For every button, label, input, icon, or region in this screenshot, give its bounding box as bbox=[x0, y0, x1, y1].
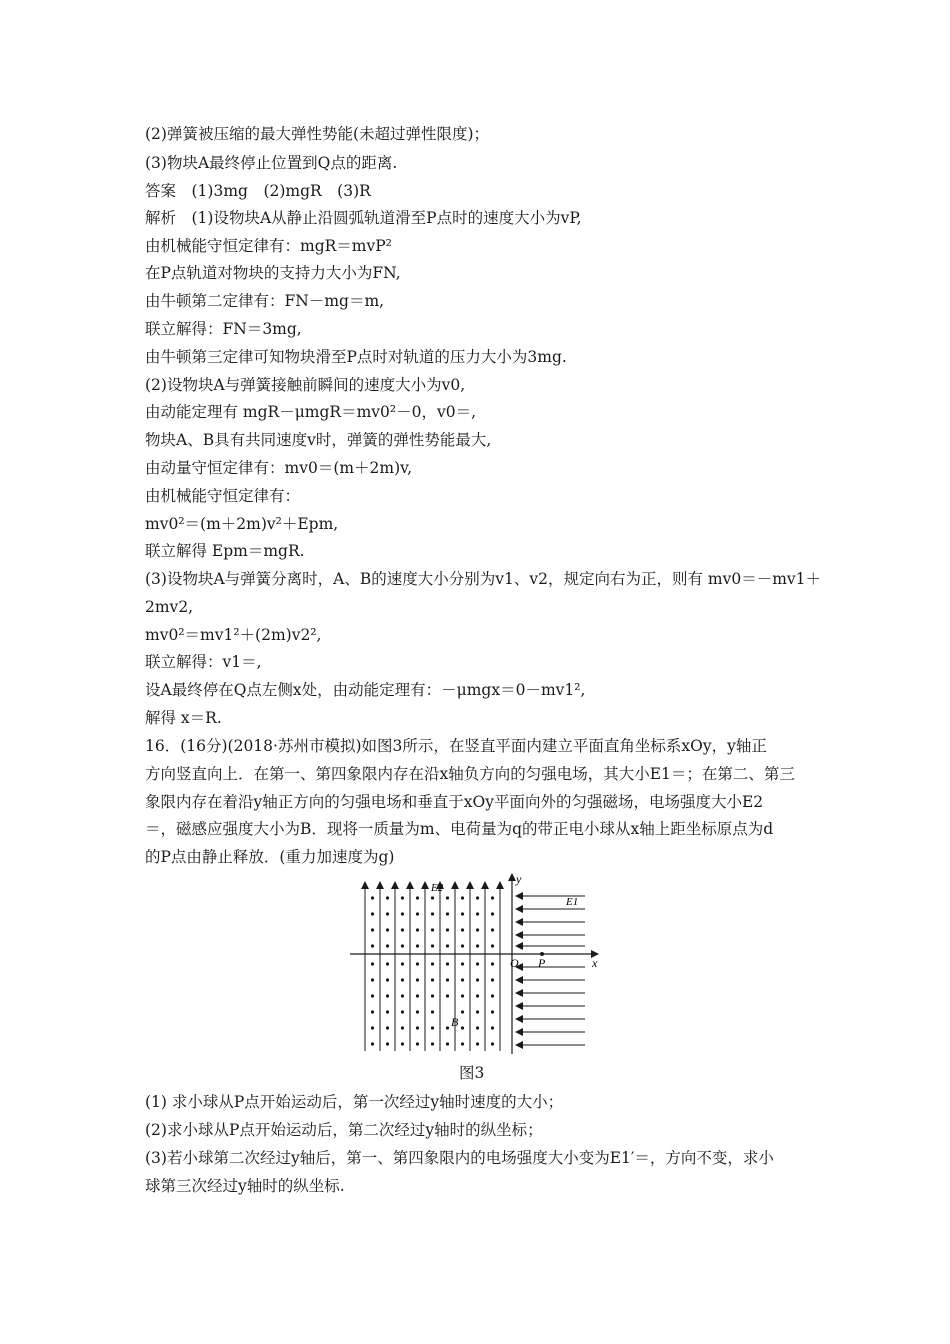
field-dot bbox=[401, 928, 404, 931]
field-dot bbox=[386, 1010, 389, 1013]
text-line: 在P点轨道对物块的支持力大小为FN, bbox=[145, 264, 401, 282]
field-dot bbox=[416, 912, 419, 915]
field-dot bbox=[416, 896, 419, 899]
text-line: 由动量守恒定律有：mv0＝(m＋2m)v, bbox=[145, 459, 413, 477]
text-line: mv0²＝(m＋2m)v²＋Epm, bbox=[145, 515, 339, 533]
field-dot bbox=[476, 962, 479, 965]
field-dot bbox=[476, 928, 479, 931]
field-dot bbox=[446, 1026, 449, 1029]
text-line: 由牛顿第三定律可知物块滑至P点时对轨道的压力大小为3mg. bbox=[145, 348, 567, 366]
field-dot bbox=[446, 944, 449, 947]
field-dot bbox=[386, 1042, 389, 1045]
field-dot bbox=[461, 1042, 464, 1045]
field-dot bbox=[401, 944, 404, 947]
field-dot bbox=[371, 912, 374, 915]
field-dot bbox=[416, 1042, 419, 1045]
field-dot bbox=[386, 944, 389, 947]
text-line: (2)弹簧被压缩的最大弹性势能(未超过弹性限度)； bbox=[145, 125, 490, 143]
question-line: (3)若小球第二次经过y轴后，第一、第四象限内的电场强度大小变为E1′＝，方向不变，求小 bbox=[145, 1149, 774, 1167]
field-dot bbox=[386, 896, 389, 899]
e2-label: E2 bbox=[431, 882, 444, 894]
figure-caption: 图3 bbox=[459, 1064, 485, 1082]
field-dot bbox=[491, 928, 494, 931]
field-dot bbox=[491, 896, 494, 899]
text-line: 2mv2, bbox=[145, 598, 194, 616]
text-line: (3)物块A最终停止位置到Q点的距离. bbox=[145, 154, 398, 172]
field-dot bbox=[431, 928, 434, 931]
field-dot bbox=[446, 896, 449, 899]
text-line: 联立解得 Epm＝mgR. bbox=[145, 542, 305, 560]
text-line: 设A最终停在Q点左侧x处，由动能定理有：－μmgx＝0－mv1², bbox=[145, 681, 586, 699]
field-dot bbox=[476, 1026, 479, 1029]
field-dot bbox=[461, 962, 464, 965]
field-dot bbox=[476, 944, 479, 947]
field-dot bbox=[386, 912, 389, 915]
field-dot bbox=[491, 962, 494, 965]
e1-field-lines bbox=[516, 896, 585, 1045]
field-dot bbox=[371, 1042, 374, 1045]
x-label: x bbox=[592, 956, 598, 970]
field-dot bbox=[461, 928, 464, 931]
text-line: 由机械能守恒定律有： bbox=[145, 487, 301, 505]
field-dot bbox=[461, 912, 464, 915]
problem-line: 象限内存在着沿y轴正方向的匀强电场和垂直于xOy平面向外的匀强磁场，电场强度大小E2 bbox=[145, 793, 764, 811]
e2-field-lines bbox=[365, 882, 500, 1051]
field-dot bbox=[491, 1010, 494, 1013]
text-line: 解析 (1)设物块A从静止沿圆弧轨道滑至P点时的速度大小为vP, bbox=[145, 209, 582, 227]
problem-line: 16．(16分)(2018·苏州市模拟)如图3所示，在竖直平面内建立平面直角坐标系xOy，y轴正 bbox=[145, 737, 767, 755]
field-dot bbox=[476, 978, 479, 981]
field-dot bbox=[461, 978, 464, 981]
field-dot bbox=[431, 994, 434, 997]
text-line: 解得 x＝R. bbox=[145, 709, 222, 727]
text-line: 由动能定理有 mgR－μmgR＝mv0²－0，v0＝, bbox=[145, 403, 477, 421]
field-dot bbox=[491, 978, 494, 981]
text-line: 由牛顿第二定律有：FN－mg＝m, bbox=[145, 292, 385, 310]
field-dot bbox=[401, 912, 404, 915]
question-line: (2)求小球从P点开始运动后，第二次经过y轴时的纵坐标； bbox=[145, 1121, 543, 1139]
text-line: mv0²＝mv1²＋(2m)v2², bbox=[145, 626, 322, 644]
e1-label: E1 bbox=[566, 896, 579, 908]
field-dot bbox=[431, 912, 434, 915]
field-dot bbox=[401, 896, 404, 899]
field-dot bbox=[386, 1026, 389, 1029]
origin-label: O bbox=[510, 956, 519, 970]
field-dot bbox=[416, 1026, 419, 1029]
field-dot bbox=[461, 896, 464, 899]
field-dot bbox=[446, 962, 449, 965]
field-dot bbox=[401, 1026, 404, 1029]
problem-line: 的P点由静止释放．(重力加速度为g) bbox=[145, 848, 395, 866]
problem-line: ＝，磁感应强度大小为B．现将一质量为m、电荷量为q的带正电小球从x轴上距坐标原点为d bbox=[145, 820, 774, 838]
field-dot bbox=[431, 896, 434, 899]
field-dot bbox=[371, 896, 374, 899]
field-dot bbox=[401, 962, 404, 965]
field-dot bbox=[416, 994, 419, 997]
field-dot bbox=[416, 944, 419, 947]
field-dot bbox=[461, 944, 464, 947]
text-line: 由机械能守恒定律有：mgR＝mvP² bbox=[145, 237, 392, 255]
field-dot bbox=[491, 944, 494, 947]
field-dot bbox=[476, 1010, 479, 1013]
field-dot bbox=[386, 962, 389, 965]
text-line: 联立解得：FN＝3mg, bbox=[145, 320, 302, 338]
field-dot bbox=[371, 1026, 374, 1029]
field-dot bbox=[386, 994, 389, 997]
field-dot bbox=[431, 962, 434, 965]
y-label: y bbox=[516, 872, 522, 886]
field-dot bbox=[491, 1026, 494, 1029]
field-dot bbox=[386, 928, 389, 931]
field-dot bbox=[371, 962, 374, 965]
problem-line: 方向竖直向上．在第一、第四象限内存在沿x轴负方向的匀强电场，其大小E1＝；在第二、第三 bbox=[145, 765, 795, 783]
text-line: 联立解得：v1＝, bbox=[145, 653, 262, 671]
field-dot bbox=[416, 978, 419, 981]
field-dot bbox=[401, 994, 404, 997]
field-dot bbox=[491, 912, 494, 915]
field-dot bbox=[401, 1042, 404, 1045]
question-line: (1) 求小球从P点开始运动后，第一次经过y轴时速度的大小； bbox=[145, 1093, 564, 1111]
field-dot bbox=[446, 912, 449, 915]
field-dot bbox=[371, 944, 374, 947]
field-dot bbox=[401, 978, 404, 981]
field-dot bbox=[491, 994, 494, 997]
field-dot bbox=[431, 978, 434, 981]
field-dot bbox=[371, 928, 374, 931]
field-dot bbox=[446, 978, 449, 981]
field-dot bbox=[491, 1042, 494, 1045]
p-label: P bbox=[538, 956, 546, 970]
field-dot bbox=[476, 994, 479, 997]
field-dot bbox=[461, 994, 464, 997]
field-dot bbox=[371, 978, 374, 981]
field-dot bbox=[431, 1042, 434, 1045]
question-line: 球第三次经过y轴时的纵坐标. bbox=[145, 1177, 345, 1195]
text-line: (3)设物块A与弹簧分离时，A、B的速度大小分别为v1、v2，规定向右为正，则有 mv0＝－mv1＋ bbox=[145, 570, 822, 588]
field-dot bbox=[461, 1010, 464, 1013]
field-dot bbox=[431, 1010, 434, 1013]
field-dot bbox=[446, 928, 449, 931]
field-dot bbox=[371, 994, 374, 997]
field-dot bbox=[416, 1010, 419, 1013]
field-dot bbox=[416, 928, 419, 931]
field-dot bbox=[416, 962, 419, 965]
text-line: (2)设物块A与弹簧接触前瞬间的速度大小为v0, bbox=[145, 376, 466, 394]
field-dot bbox=[386, 978, 389, 981]
field-dot bbox=[431, 944, 434, 947]
field-diagram bbox=[345, 868, 605, 1058]
text-line: 物块A、B具有共同速度v时，弹簧的弹性势能最大, bbox=[145, 431, 492, 449]
field-dot bbox=[446, 1042, 449, 1045]
magnetic-field-dots bbox=[371, 896, 494, 1045]
b-label: B bbox=[451, 1015, 459, 1029]
field-dot bbox=[476, 912, 479, 915]
answer-line: 答案 (1)3mg (2)mgR (3)R bbox=[145, 182, 371, 200]
field-dot bbox=[476, 1042, 479, 1045]
field-dot bbox=[476, 896, 479, 899]
field-dot bbox=[371, 1010, 374, 1013]
field-dot bbox=[431, 1026, 434, 1029]
field-dot bbox=[401, 1010, 404, 1013]
field-dot bbox=[446, 994, 449, 997]
field-dot bbox=[461, 1026, 464, 1029]
